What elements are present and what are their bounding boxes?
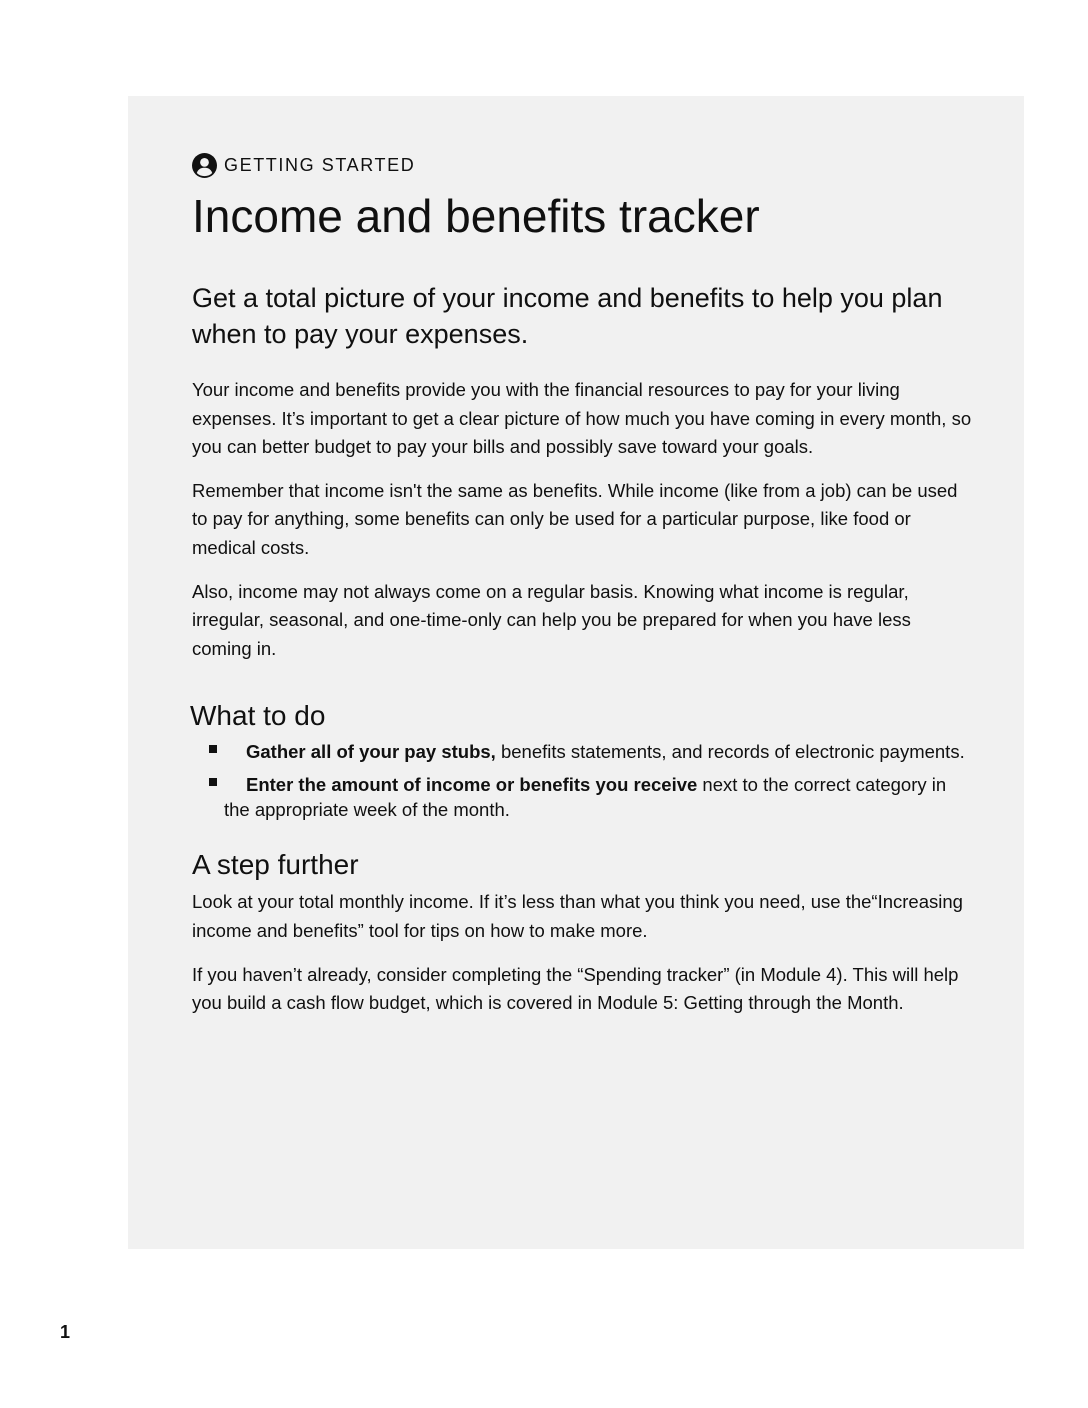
what-to-do-list (192, 739, 972, 822)
intro-paragraph-1: Your income and benefits provide you with the financial resources to pay for your living expenses. It’s important to get a clear picture of how much you have coming in every month, so you can better budget to pay your bills and possibly save toward your goals. (192, 379, 972, 458)
person-circle-icon (192, 153, 217, 178)
bullet-marker-icon (209, 745, 217, 753)
list-item-rest: benefits statements, and records of electronic payments. (495, 741, 965, 763)
step-further-paragraph-1: Look at your total monthly income. If it’s less than what you think you need, use the“Increasing income and benefits” tool for tips on how to make more. (192, 891, 963, 941)
intro-paragraph-3: Also, income may not always come on a regular basis. Knowing what income is regular, irregular, seasonal, and one-time-only can help you be prepared for when you have less coming in. (192, 580, 911, 659)
list-item-bold: Enter the amount of income or benefits you receive (246, 774, 698, 796)
lead-paragraph: Get a total picture of your income and benefits to help you plan when to pay your expenses. (192, 283, 943, 349)
page-title: Income and benefits tracker (192, 190, 760, 242)
list-item-text (224, 739, 972, 764)
document-content (192, 150, 972, 1018)
section-label-text: GETTING STARTED (224, 154, 416, 175)
list-item-text (224, 772, 972, 822)
section-label (192, 150, 972, 180)
step-further-paragraph-2: If you haven’t already, consider completing the “Spending tracker” (in Module 4). This will help you build a cash flow budget, which is covered in Module 5: Getting through the Month. (192, 963, 959, 1014)
list-item-bold: Gather all of your pay stubs, (246, 741, 496, 763)
list-item (192, 772, 972, 822)
page-number: 1 (60, 1322, 71, 1342)
step-further-heading: A step further (192, 849, 359, 881)
intro-paragraph-2: Remember that income isn't the same as benefits. While income (like from a job) can be used to pay for anything, some benefits can only be used for a particular purpose, like food or medical costs. (192, 479, 958, 558)
bullet-marker-icon (209, 778, 217, 786)
what-to-do-heading: What to do (190, 700, 326, 732)
list-item (192, 739, 972, 764)
list-item-rest: next to the correct category in the appropriate week of the month. (224, 774, 947, 821)
